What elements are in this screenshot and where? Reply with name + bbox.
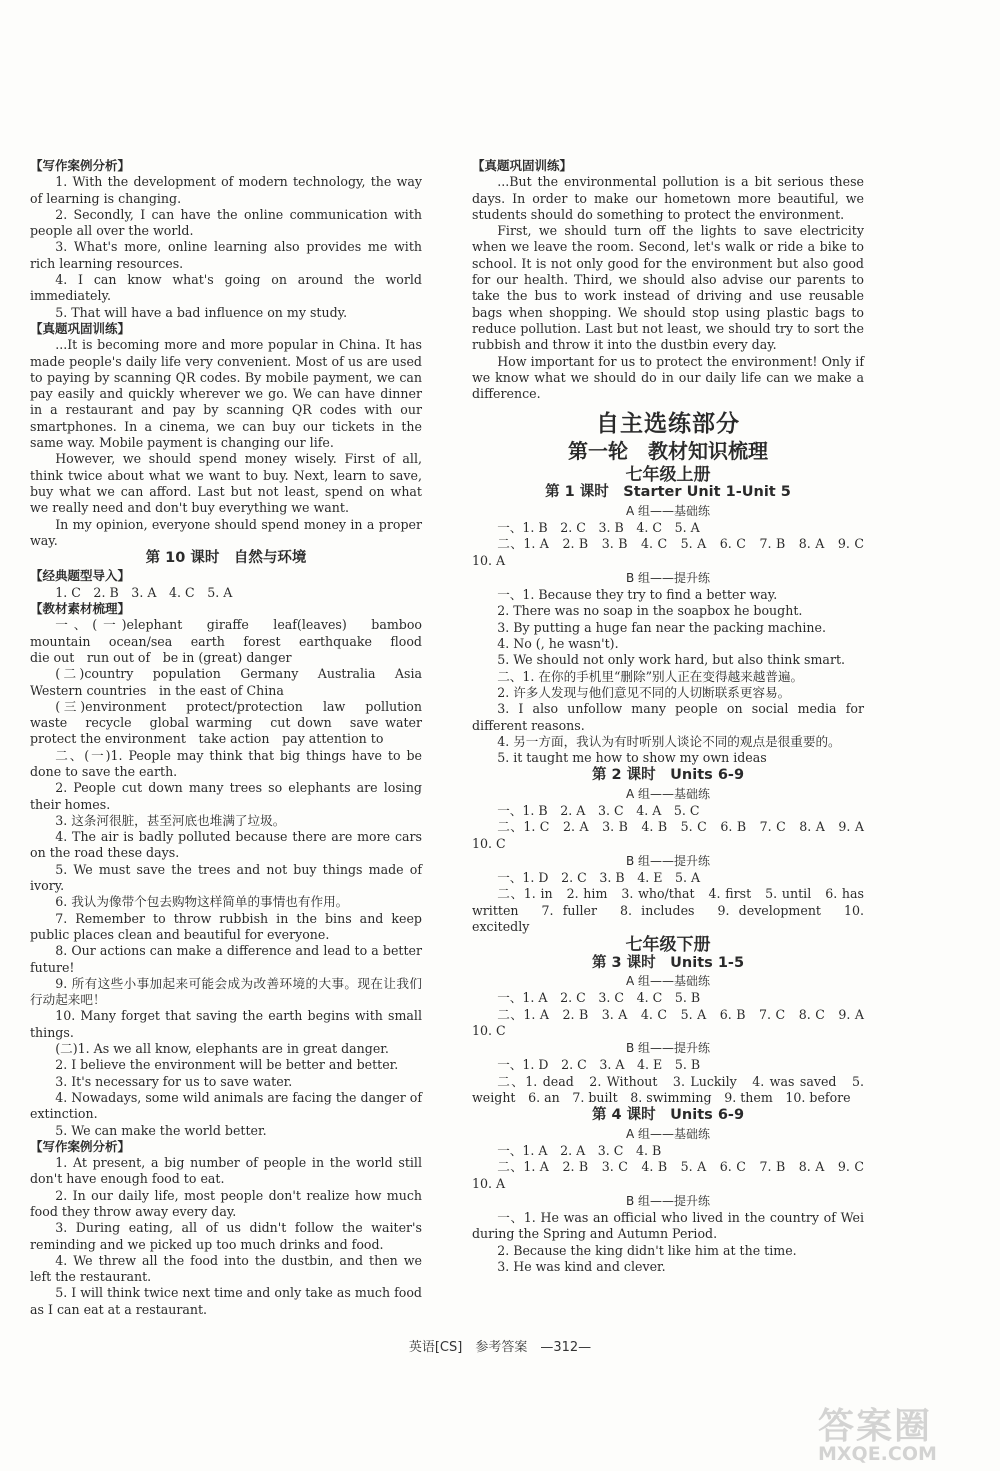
answer-list: [472, 870, 864, 935]
answer-list: [472, 1142, 877, 1192]
text-line: 一、1. B 2. C 3. B 4. C 5. A: [497, 519, 700, 535]
writing-analysis-list: [30, 1155, 422, 1318]
part-title: 自主选练部分: [596, 411, 740, 438]
text-line: 一、1. D 2. C 3. B 4. E 5. A: [497, 870, 701, 886]
text-line: 2. Secondly, I can have the online communication with people all over the world.: [30, 206, 422, 239]
answer-list: [472, 1210, 864, 1275]
text-line: 4. The air is badly polluted because there are more cars on the road these days.: [30, 829, 422, 861]
answer-list: [472, 1057, 864, 1106]
answer-list: [472, 802, 877, 852]
text-line: 4. I can know what's going on around the world immediately.: [30, 272, 422, 304]
lesson-title: 第 1 课时 Starter Unit 1-Unit 5: [545, 484, 791, 501]
text-line: 1. At present, a big number of people in the world still don't have enough food to eat.: [30, 1155, 422, 1187]
answer-list: [472, 990, 877, 1039]
text-line: 2. I believe the environment will be better and better.: [55, 1057, 399, 1073]
text-line: However, we should spend money wisely. First of all, think twice about what we want to buy. Next, learn to save, buy what we can afford. Last but not least, spend on what we really need and don't buy everything we want.: [30, 451, 422, 516]
text-line: 一、1. A 2. C 3. C 4. C 5. B: [497, 990, 701, 1006]
text-line: 5. We must save the trees and not buy things made of ivory.: [30, 861, 422, 894]
text-line: 3. He was kind and clever.: [497, 1259, 666, 1274]
answer-list: [472, 519, 877, 569]
text-line: 2. There was no soap in the soapbox he bought.: [497, 603, 803, 619]
page-footer: 英语[CS] 参考答案 —312—: [408, 1340, 592, 1355]
text-line: 10. Many forget that saving the earth begins with small things.: [30, 1008, 422, 1040]
section-heading: 【真题巩固训练】: [30, 320, 131, 336]
text-line: 一、1. A 2. A 3. C 4. B: [497, 1142, 662, 1158]
material-list: [30, 617, 435, 1139]
section-heading: 【写作案例分析】: [30, 1138, 131, 1154]
text-line: 一、1. Because they try to find a better way.: [497, 587, 778, 603]
text-line: 二、1. C 2. A 3. B 4. B 5. C 6. B 7. C 8. A 9. A 10. C: [472, 819, 877, 851]
text-line: 3. By putting a huge fan near the packing machine.: [497, 619, 827, 635]
left-column: [30, 158, 435, 1318]
writing-analysis-list: [30, 174, 422, 321]
group-title: A 组——基础练: [625, 1126, 711, 1141]
text-line: 2. 许多人发现与他们意见不同的人切断联系更容易。: [497, 684, 791, 700]
text-line: 5. That will have a bad influence on my study.: [55, 304, 348, 320]
text-line: 9. 所有这些小事加起来可能会成为改善环境的大事。现在让我们行动起来吧！: [30, 975, 422, 1008]
text-line: 二、1. A 2. B 3. B 4. C 5. A 6. C 7. B 8. A 9. C 10. A: [472, 536, 877, 568]
grade-title: 七年级下册: [625, 935, 711, 956]
section-heading: 【真题巩固训练】: [472, 158, 573, 173]
watermark-logo: [818, 1398, 978, 1465]
text-line: 3. During eating, all of us didn't follow the waiter's reminding and we picked up too much drinks and food.: [30, 1220, 422, 1252]
text-line: 二、1. 在你的手机里“删除”别人正在变得越来越普遍。: [497, 668, 804, 684]
text-line: ...It is becoming more and more popular in China. It has made people's daily life very convenient. Most of us are used to paying by scanning QR codes. By mobile payment, we can pay easily and quickly wherever we go. We can have dinner in a restaurant and pay by scanning QR codes with our smartphones. In a cinema, we can buy our tickets in the same way. Mobile payment is changing our life.: [30, 337, 422, 451]
grade-title: 七年级上册: [625, 465, 711, 486]
group-title: A 组——基础练: [625, 786, 711, 801]
text-line: 2. In our daily life, most people don't realize how much food they throw away every day.: [30, 1187, 422, 1219]
text-line: 5. it taught me how to show my own ideas: [497, 750, 767, 766]
text-line: 一、1. D 2. C 3. A 4. E 5. B: [497, 1057, 701, 1073]
text-line: 5. We should not only work hard, but also think smart.: [497, 652, 846, 668]
text-line: 4. Nowadays, some wild animals are facing the danger of extinction.: [30, 1089, 422, 1122]
text-line: 二、1. A 2. B 3. C 4. B 5. A 6. C 7. B 8. A 9. C 10. A: [472, 1159, 877, 1191]
watermark-text: 答案圈: [818, 1406, 933, 1447]
text-line: How important for us to protect the environment! Only if we know what we should do in our daily life can we make a difference.: [472, 353, 864, 402]
text-line: 7. Remember to throw rubbish in the bins and keep public places clean and beautiful for everyone.: [30, 910, 422, 942]
group-title: B 组——提升练: [625, 1041, 711, 1056]
lesson-title: 第 4 课时 Units 6-9: [591, 1107, 745, 1124]
text-line: 一、1. B 2. A 3. C 4. A 5. C: [497, 802, 700, 818]
text-line: 二、(一)1. People may think that big things have to be done to save the earth.: [30, 747, 422, 779]
text-line: 3. It's necessary for us to save water.: [55, 1073, 293, 1089]
watermark-url: MXQE.COM: [818, 1443, 937, 1465]
text-line: (二)country population Germany Australia Asia Western countries in the east of China: [30, 666, 435, 698]
text-line: 5. I will think twice next time and only take as much food as I can eat at a restaurant.: [30, 1285, 422, 1317]
text-line: 3. What's more, online learning also provides me with rich learning resources.: [30, 239, 422, 271]
section-heading: 【经典题型导入】: [30, 568, 131, 584]
text-line: 2. People cut down many trees so elephants are losing their homes.: [30, 780, 422, 812]
text-line: (二)1. As we all know, elephants are in great danger.: [55, 1041, 389, 1057]
right-column: [472, 158, 877, 1275]
group-title: B 组——提升练: [625, 853, 711, 868]
text-line: In my opinion, everyone should spend money in a proper way.: [30, 516, 422, 548]
lesson-title: 第 2 课时 Units 6-9: [591, 767, 745, 784]
text-line: 8. Our actions can make a difference and lead to a better future!: [30, 943, 422, 975]
answer-list: [472, 587, 864, 766]
text-line: First, we should turn off the lights to save electricity when we leave the room. Second, let's walk or ride a bike to school. It is not only good for the environment but also good for our health. Third, we should also advise our parents to take the bus to work instead of driving and use reusable bags when shopping. We should stop using plastic bags to reduce pollution. Last but not least, we should try to sort the rubbish and throw it into the dustbin every day.: [472, 223, 864, 353]
text-line: 3. 这条河很脏，甚至河底也堆满了垃圾。: [55, 812, 286, 828]
text-line: 4. No (, he wasn't).: [497, 636, 619, 652]
text-line: 6. 我认为像带个包去购物这样简单的事情也有作用。: [55, 894, 349, 910]
text-line: 二、1. in 2. him 3. who/that 4. first 5. until 6. has written 7. fuller 8. includes 9. development 10. excitedly: [472, 886, 864, 935]
text-line: 2. Because the king didn't like him at the time.: [497, 1242, 797, 1258]
text-line: 5. We can make the world better.: [55, 1122, 267, 1138]
lesson-title: 第 3 课时 Units 1-5: [591, 954, 745, 971]
section-heading: 【写作案例分析】: [30, 158, 131, 173]
text-line: ...But the environmental pollution is a bit serious these days. In order to make our hometown more beautiful, we students should do something to protect the environment.: [472, 174, 864, 222]
answer-line: 1. C 2. B 3. A 4. C 5. A: [55, 584, 233, 600]
text-line: 4. 另一方面，我认为有时听别人谈论不同的观点是很重要的。: [497, 733, 841, 749]
text-line: 4. We threw all the food into the dustbin, and then we left the restaurant.: [30, 1252, 422, 1285]
group-title: B 组——提升练: [625, 1193, 711, 1208]
lesson-title: 第 10 课时 自然与环境: [145, 550, 307, 567]
group-title: A 组——基础练: [625, 503, 711, 518]
group-title: A 组——基础练: [625, 973, 711, 988]
text-line: 二、1. A 2. B 3. A 4. C 5. A 6. B 7. C 8. C 9. A 10. C: [472, 1006, 877, 1038]
text-line: (三)environment protect/protection law pollution waste recycle global warming cut down save water protect the environment take action pay attention to: [30, 698, 435, 747]
section-heading: 【教材素材梳理】: [30, 601, 131, 617]
essay-text: [30, 337, 422, 549]
round-title: 第一轮 教材知识梳理: [568, 438, 768, 463]
text-line: 3. I also unfollow many people on social media for different reasons.: [472, 701, 864, 733]
text-line: 二、1. dead 2. Without 3. Luckily 4. was saved 5. weight 6. an 7. built 8. swimming 9. them 10. before: [472, 1073, 864, 1106]
group-title: B 组——提升练: [625, 570, 711, 585]
text-line: 一、1. He was an official who lived in the country of Wei during the Spring and Autumn Period.: [472, 1210, 864, 1242]
text-line: 一、(一)elephant giraffe leaf(leaves) bamboo mountain ocean/sea earth forest earthquake flood die out run out of be in (great) danger: [30, 617, 435, 665]
essay-text: [472, 174, 864, 402]
text-line: 1. With the development of modern technology, the way of learning is changing.: [30, 174, 422, 206]
